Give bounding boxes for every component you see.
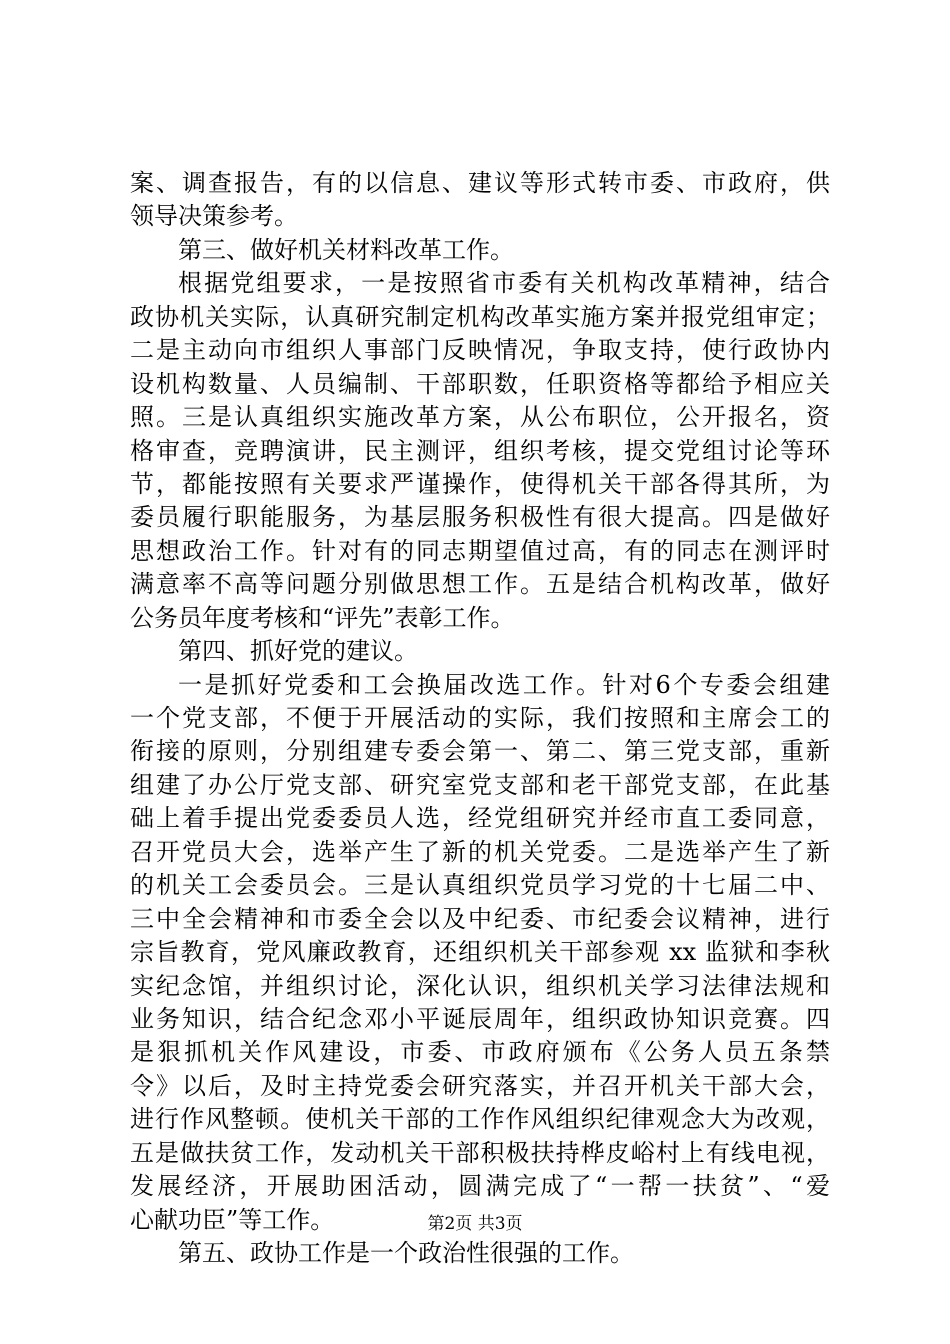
text-line: 满意率不高等问题分别做思想工作。五是结合机构改革，做好 [130,570,830,599]
text-line: 照。三是认真组织实施改革方案，从公布职位，公开报名，资 [130,403,830,432]
text-line: 一是抓好党委和工会换届改选工作。针对6个专委会组建 [178,670,830,699]
text-line: 案、调查报告，有的以信息、建议等形式转市委、市政府，供 [130,169,830,197]
text-line: 宗旨教育，党风廉政教育，还组织机关干部参观 xx 监狱和李秋 [130,938,830,967]
text-line: 是狠抓机关作风建设，市委、市政府颁布《公务人员五条禁 [130,1038,830,1067]
text-line: 第五、政协工作是一个政治性很强的工作。 [178,1239,634,1267]
text-line: 根据党组要求，一是按照省市委有关机构改革精神，结合 [178,269,830,298]
page-footer: 第2页 共3页 [427,1214,523,1234]
text-line: 业务知识，结合纪念邓小平诞辰周年，组织政协知识竞赛。四 [130,1004,830,1033]
text-line: 进行作风整顿。使机关干部的工作作风组织纪律观念大为改观， [130,1105,830,1134]
text-line: 组建了办公厅党支部、研究室党支部和老干部党支部，在此基 [130,770,830,799]
text-line: 础上着手提出党委委员人选，经党组研究并经市直工委同意， [130,804,830,833]
document-body [130,167,830,1270]
text-line: 衔接的原则，分别组建专委会第一、第二、第三党支部，重新 [130,737,830,766]
text-line: 节，都能按照有关要求严谨操作，使得机关干部各得其所，为 [130,469,830,498]
text-line: 三中全会精神和市委全会以及中纪委、市纪委会议精神，进行 [130,904,830,933]
text-line: 一个党支部，不便于开展活动的实际，我们按照和主席会工的 [130,704,830,732]
text-line: 发展经济，开展助困活动，圆满完成了“一帮一扶贫”、“爱 [130,1172,830,1201]
text-line: 设机构数量、人员编制、干部职数，任职资格等都给予相应关 [130,369,830,398]
text-line: 第四、抓好党的建议。 [178,637,418,666]
text-line: 令》以后，及时主持党委会研究落实，并召开机关干部大会， [130,1071,830,1100]
text-line: 政协机关实际，认真研究制定机构改革实施方案并报党组审定； [130,302,830,331]
text-line: 实纪念馆，并组织讨论，深化认识，组织机关学习法律法规和 [130,971,830,1000]
text-line: 思想政治工作。针对有的同志期望值过高，有的同志在测评时 [130,536,830,565]
text-line: 二是主动向市组织人事部门反映情况，争取支持，使行政协内 [130,336,830,365]
text-line: 格审查，竞聘演讲，民主测评，组织考核，提交党组讨论等环 [130,436,830,465]
text-line: 委员履行职能服务，为基层服务积极性有很大提高。四是做好 [130,503,830,532]
text-line: 公务员年度考核和“评先”表彰工作。 [130,603,515,632]
text-line: 领导决策参考。 [130,202,298,231]
text-line: 第三、做好机关材料改革工作。 [178,235,514,264]
text-line: 的机关工会委员会。三是认真组织党员学习党的十七届二中、 [130,871,830,900]
text-line: 心献功臣”等工作。 [130,1205,335,1234]
text-line: 五是做扶贫工作，发动机关干部积极扶持桦皮峪村上有线电视， [130,1138,830,1167]
text-line: 召开党员大会，选举产生了新的机关党委。二是选举产生了新 [130,837,830,866]
